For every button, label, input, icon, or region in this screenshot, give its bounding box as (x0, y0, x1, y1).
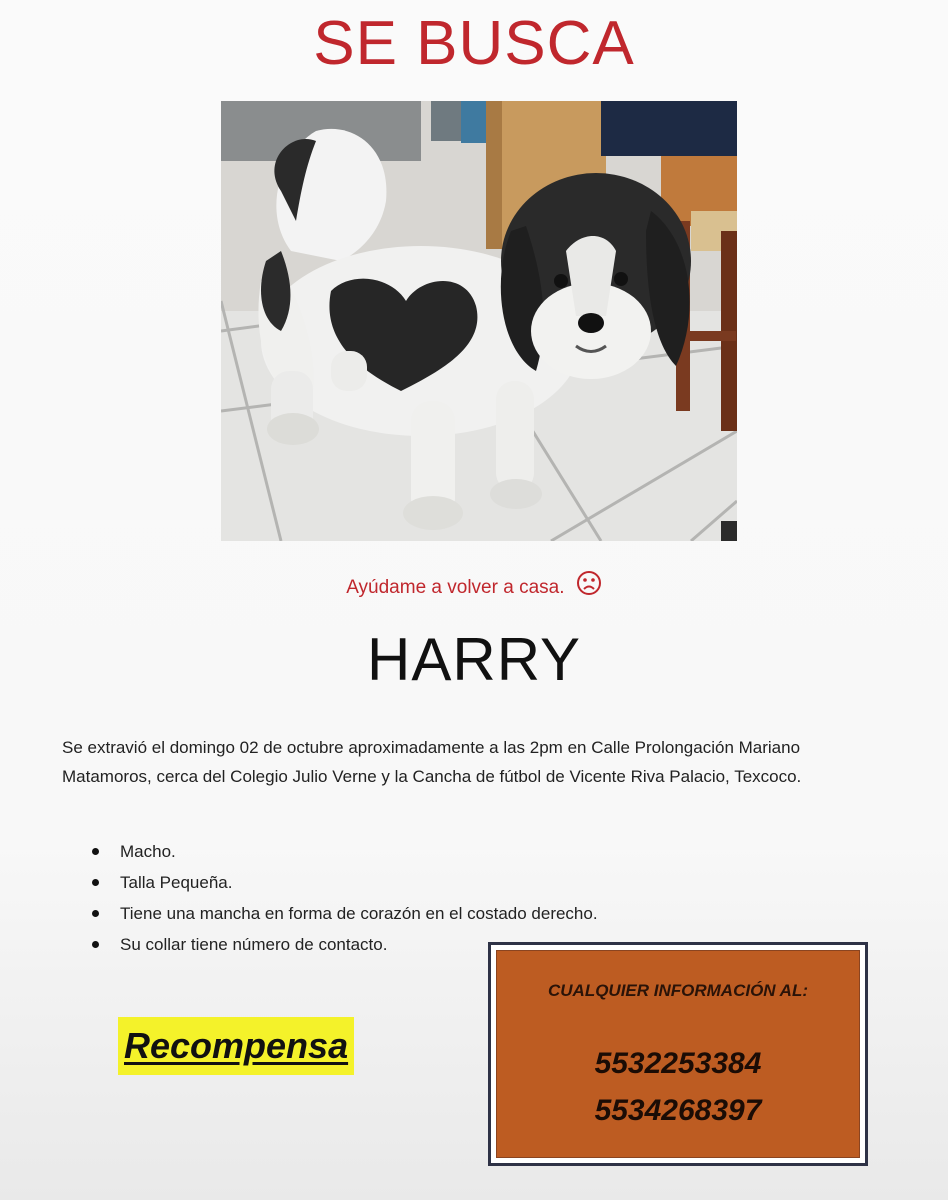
reward-badge (118, 1017, 354, 1075)
dog-photo (221, 101, 737, 541)
contact-panel (496, 950, 860, 1158)
poster-title: SE BUSCA (313, 9, 635, 78)
subtitle-text: Ayúdame a volver a casa. (346, 577, 565, 599)
pet-name: HARRY (367, 626, 581, 693)
list-item: Su collar tiene número de contacto. (90, 929, 598, 960)
phone-number-1: 5532253384 (594, 1047, 762, 1080)
list-item: Tiene una mancha en forma de corazón en el costado derecho. (90, 898, 598, 929)
list-item: Macho. (90, 836, 598, 867)
list-item: Talla Pequeña. (90, 867, 598, 898)
description: Se extravió el domingo 02 de octubre aproximadamente a las 2pm en Calle Prolongación Mariano Matamoros, cerca del Colegio Julio Verne y la Cancha de fútbol de Vicente Riva Palacio, Texcoco. (62, 738, 802, 786)
subtitle (0, 574, 948, 602)
sad-face-icon (576, 570, 602, 602)
contact-label: CUALQUIER INFORMACIÓN AL: (547, 981, 808, 1000)
reward-text: Recompensa (124, 1025, 349, 1066)
phone-number-2: 5534268397 (594, 1094, 762, 1127)
contact-box (488, 942, 868, 1166)
